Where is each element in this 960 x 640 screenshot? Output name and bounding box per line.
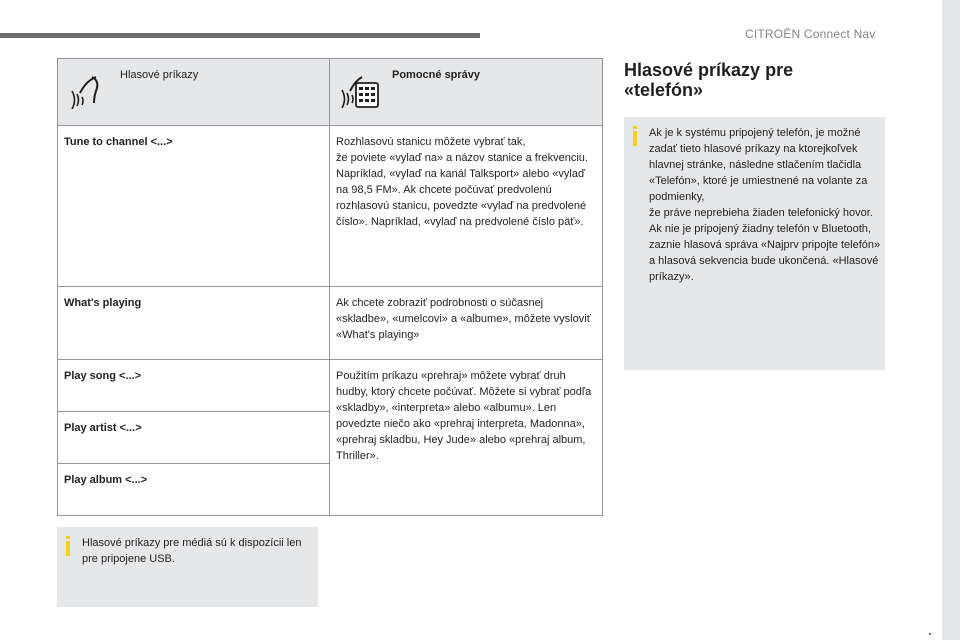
- table-row: [58, 125, 603, 287]
- info-icon: [63, 536, 73, 556]
- phone-note-text: Ak je k systému pripojený telefón, je možné zadať tieto hlasové príkazy na ktorejkoľvek hlavnej stránke, následne stlačením tlačidla «Telefón», ktoré je umiestnené na volante za podmienky, že práve neprebieha žiaden telefonický hovor. Ak nie je pripojený žiadny telefón v Bluetooth, zaznie hlasová správa «Najprv pripojte telefón» a hlasová sekvencia bude ukončená. «Hlasové príkazy».: [649, 127, 881, 283]
- help-cell: [330, 360, 603, 516]
- voice-commands-table: [57, 58, 603, 516]
- command-name: Tune to channel <...>: [64, 135, 173, 148]
- continuation-marker: .: [928, 622, 932, 638]
- command-cell: [58, 360, 330, 412]
- help-messages-icon: [340, 69, 380, 109]
- header-cell-commands: [58, 59, 330, 126]
- help-text: Ak chcete zobraziť podrobnosti o súčasnej «skladbe», «umelcovi» a «albume», môžete vysloviť «What's playing»: [336, 297, 591, 342]
- command-cell: [58, 125, 330, 287]
- command-name: What's playing: [64, 297, 142, 310]
- table-header-row: [58, 59, 603, 126]
- table-row: [58, 360, 603, 412]
- table-row: [58, 287, 603, 360]
- header-commands-label: Hlasové príkazy: [120, 69, 199, 81]
- media-note-text: Hlasové príkazy pre médiá sú k dispozícii len pre pripojene USB.: [82, 537, 302, 565]
- brand-label: CITROËN Connect Nav: [745, 27, 876, 41]
- command-cell: [58, 412, 330, 464]
- page-edge-strip: [942, 0, 960, 640]
- command-cell: [58, 464, 330, 516]
- command-cell: [58, 287, 330, 360]
- media-info-note: [57, 527, 318, 607]
- command-name: Play song <...>: [64, 370, 142, 383]
- header-rule: [0, 33, 480, 38]
- command-name: Play artist <...>: [64, 422, 142, 435]
- header-help-label: Pomocné správy: [392, 69, 481, 81]
- command-name: Play album <...>: [64, 474, 148, 487]
- voice-command-icon: [68, 69, 108, 109]
- phone-info-note: [624, 117, 885, 370]
- help-text: Použitím príkazu «prehraj» môžete vybrať druh hudby, ktorý chcete počúvať. Môžete si vybrať podľa «skladby», «interpreta» alebo «albumu». Len povedzte niečo ako «prehraj interpreta, Madonna», «prehraj skladbu, Hey Jude» alebo «prehraj album, Thriller».: [336, 370, 592, 463]
- info-icon: [630, 126, 640, 146]
- section-title: Hlasové príkazy pre «telefón»: [624, 60, 794, 100]
- help-cell: [330, 125, 603, 287]
- help-cell: [330, 287, 603, 360]
- header-cell-help: [330, 59, 603, 126]
- help-text: Rozhlasovú stanicu môžete vybrať tak, že poviete «vylaď na» a názov stanice a frekvenciu. Napríklad, «vylaď na kanál Talksport» alebo «vylaď na 98,5 FM». Ak chcete počúvať predvolenú rozhlasovú stanicu, povedzte «vylaď na predvolené číslo». Napríklad, «vylaď na predvolené číslo päť».: [336, 135, 588, 228]
